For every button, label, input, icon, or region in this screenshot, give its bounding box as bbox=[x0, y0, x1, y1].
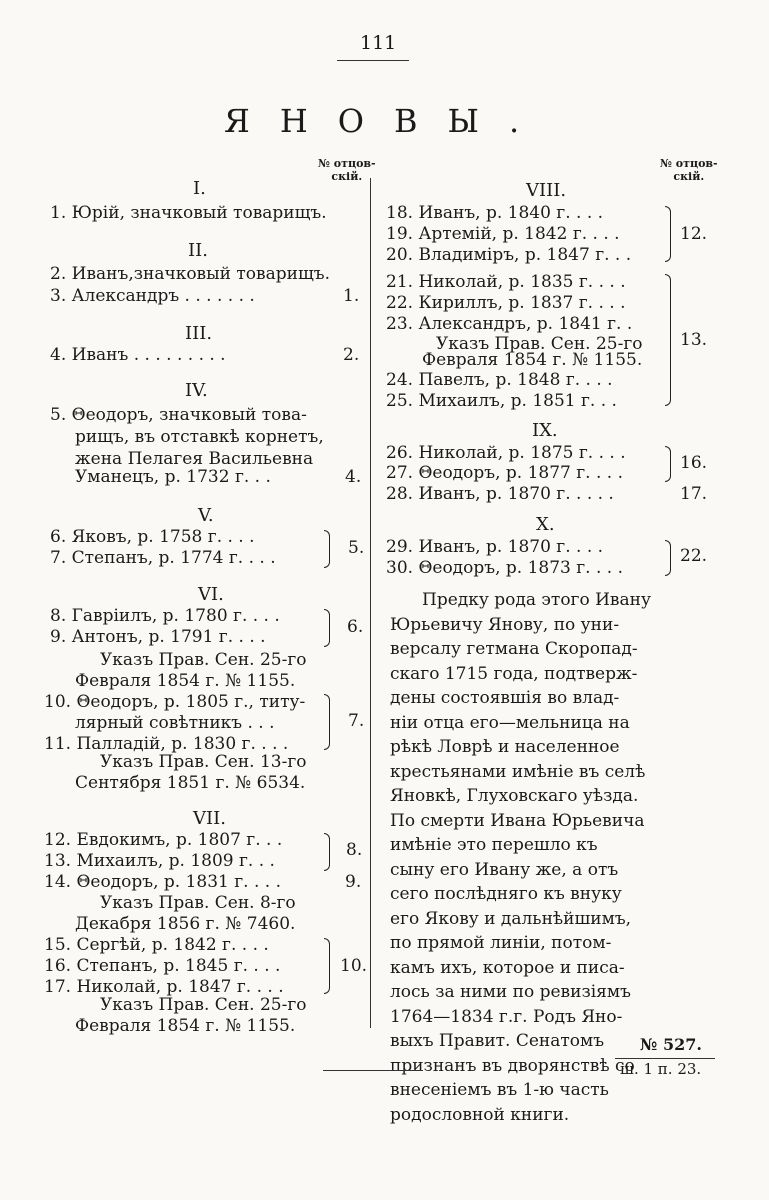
section-heading: VI. bbox=[198, 584, 224, 605]
paragraph-line: Яновкѣ, Глуховскаго уѣзда. bbox=[390, 786, 639, 806]
list-item bbox=[44, 872, 281, 892]
entry-number: 21. bbox=[386, 272, 414, 292]
section-heading: VII. bbox=[193, 808, 226, 829]
entry-text: Александръ, р. 1841 г. . bbox=[418, 314, 633, 334]
entry-text: Иванъ, р. 1840 г. . . . bbox=[418, 203, 604, 223]
entry-text: Владиміръ, р. 1847 г. . . bbox=[418, 245, 632, 265]
father-number: 16. bbox=[680, 453, 708, 473]
entry-number: 30. bbox=[386, 558, 414, 578]
brace bbox=[324, 609, 330, 647]
section-heading: II. bbox=[188, 240, 208, 261]
paragraph-line: 1764—1834 г.г. Родъ Яно- bbox=[390, 1006, 623, 1027]
list-item bbox=[386, 272, 626, 292]
entry-text: Николай, р. 1875 г. . . . bbox=[418, 443, 626, 463]
entry-text: Юрій, значковый товарищъ. bbox=[71, 203, 327, 223]
paragraph-line: Юрьевичу Янову, по уни- bbox=[390, 614, 620, 635]
entry-text: Степанъ, р. 1845 г. . . . bbox=[76, 956, 281, 976]
entry-number: 3. bbox=[50, 286, 67, 306]
section-heading: X. bbox=[536, 514, 555, 535]
entry-text: Гавріилъ, р. 1780 г. . . . bbox=[71, 606, 280, 626]
paragraph-line: скаго 1715 года, подтверж- bbox=[390, 663, 638, 684]
right-col-header-line1: № отцов- bbox=[660, 157, 718, 170]
decree-note: Указъ Прав. Сен. 8-го bbox=[100, 893, 296, 913]
entry-text: Павелъ, р. 1848 г. . . . bbox=[418, 370, 613, 390]
left-col-header bbox=[318, 157, 376, 183]
father-number: 2. bbox=[343, 345, 360, 365]
father-number: 9. bbox=[345, 872, 362, 892]
father-number: 17. bbox=[680, 484, 708, 504]
entry-number: 8. bbox=[50, 606, 67, 626]
entry-continuation: лярный совѣтникъ . . . bbox=[75, 713, 275, 733]
entry-text: Кириллъ, р. 1837 г. . . . bbox=[418, 293, 626, 313]
entry-number: 7. bbox=[50, 548, 67, 568]
page-title: ЯНОВЫ. bbox=[224, 102, 550, 140]
father-number: 8. bbox=[346, 840, 363, 860]
entry-number: 10. bbox=[44, 692, 72, 712]
entry-number: 11. bbox=[44, 734, 72, 754]
entry-text: Евдокимъ, р. 1807 г. . . bbox=[76, 830, 283, 850]
entry-number: 28. bbox=[386, 484, 414, 504]
entry-continuation: рищъ, въ отставкѣ корнетъ, bbox=[75, 427, 324, 447]
entry-text: Сергѣй, р. 1842 г. . . . bbox=[76, 935, 269, 955]
entry-text: Θеодоръ, р. 1805 г., титу- bbox=[76, 692, 306, 712]
father-number: 1. bbox=[343, 286, 360, 306]
paragraph-line: его Якову и дальнѣйшимъ, bbox=[390, 908, 632, 929]
entry-text: Θеодоръ, р. 1831 г. . . . bbox=[76, 872, 281, 892]
list-item bbox=[44, 692, 305, 712]
list-item bbox=[386, 463, 623, 483]
right-col-header bbox=[660, 157, 718, 183]
entry-text: Θеодоръ, р. 1877 г. . . . bbox=[418, 463, 623, 483]
footer-rule bbox=[615, 1058, 715, 1059]
entry-text: Михаилъ, р. 1851 г. . . bbox=[418, 391, 617, 411]
entry-text: Иванъ . . . . . . . . . bbox=[71, 345, 226, 365]
entry-continuation: Уманецъ, р. 1732 г. . . bbox=[75, 467, 271, 487]
list-item bbox=[50, 527, 255, 547]
entry-text: Иванъ, р. 1870 г. . . . . bbox=[418, 484, 614, 504]
entry-text: Яковъ, р. 1758 г. . . . bbox=[71, 527, 255, 547]
left-col-header-line1: № отцов- bbox=[318, 157, 376, 170]
brace bbox=[665, 446, 671, 482]
list-item bbox=[44, 977, 284, 997]
entry-text: Николай, р. 1835 г. . . . bbox=[418, 272, 626, 292]
brace bbox=[665, 274, 671, 406]
father-number: 12. bbox=[680, 224, 708, 244]
father-number: 22. bbox=[680, 546, 708, 566]
decree-note: Указъ Прав. Сен. 25-го bbox=[100, 650, 307, 670]
list-item bbox=[386, 245, 631, 265]
entry-text: Палладій, р. 1830 г. . . . bbox=[76, 734, 289, 754]
father-number: 10. bbox=[340, 956, 368, 976]
entry-text: Михаилъ, р. 1809 г. . . bbox=[76, 851, 275, 871]
left-col-header-line2: скій. bbox=[331, 170, 363, 183]
list-item bbox=[50, 203, 327, 223]
paragraph-line: имѣніе это перешло къ bbox=[390, 835, 598, 855]
paragraph-line: сыну его Ивану же, а отъ bbox=[390, 859, 619, 880]
decree-note: Декабря 1856 г. № 7460. bbox=[75, 914, 296, 934]
paragraph-line: версалу гетмана Скоропад- bbox=[390, 639, 638, 659]
entry-number: 25. bbox=[386, 391, 414, 411]
section-heading: VIII. bbox=[526, 180, 567, 201]
list-item bbox=[386, 537, 603, 557]
list-item bbox=[44, 734, 288, 754]
column-divider bbox=[370, 178, 371, 1028]
entry-number: 23. bbox=[386, 314, 414, 334]
father-number: 6. bbox=[347, 617, 364, 637]
page-number-rule bbox=[337, 60, 409, 61]
list-item bbox=[386, 224, 620, 244]
paragraph-line: лось за ними по ревизіямъ bbox=[390, 982, 631, 1002]
list-item bbox=[50, 345, 226, 365]
entry-number: 19. bbox=[386, 224, 414, 244]
list-item bbox=[44, 851, 275, 871]
list-item bbox=[44, 956, 280, 976]
list-item bbox=[386, 293, 625, 313]
entry-number: 27. bbox=[386, 463, 414, 483]
decree-note: Февраля 1854 г. № 1155. bbox=[422, 350, 643, 370]
paragraph-line: выхъ Правит. Сенатомъ bbox=[390, 1031, 605, 1051]
entry-number: 18. bbox=[386, 203, 414, 223]
entry-continuation: жена Пелагея Васильевна bbox=[75, 449, 314, 469]
brace bbox=[324, 833, 330, 871]
entry-number: 16. bbox=[44, 956, 72, 976]
entry-text: Степанъ, р. 1774 г. . . . bbox=[71, 548, 276, 568]
entry-number: 6. bbox=[50, 527, 67, 547]
list-item bbox=[44, 935, 269, 955]
brace bbox=[324, 694, 330, 750]
entry-number: 20. bbox=[386, 245, 414, 265]
entry-number: 9. bbox=[50, 627, 67, 647]
entry-text: Артемій, р. 1842 г. . . . bbox=[418, 224, 620, 244]
paragraph-line: родословной книги. bbox=[390, 1104, 570, 1125]
section-heading: IX. bbox=[532, 420, 558, 441]
father-number: 4. bbox=[345, 467, 362, 487]
list-item bbox=[50, 264, 330, 284]
entry-text: Александръ . . . . . . . bbox=[71, 286, 255, 306]
entry-number: 13. bbox=[44, 851, 72, 871]
list-item bbox=[50, 405, 307, 425]
list-item bbox=[50, 548, 276, 568]
list-item bbox=[50, 606, 280, 626]
paragraph-line: дены состоявшія во влад- bbox=[390, 688, 620, 708]
paragraph-line: По смерти Ивана Юрьевича bbox=[390, 810, 645, 831]
paragraph-line: камъ ихъ, которое и писа- bbox=[390, 957, 625, 978]
section-heading: I. bbox=[193, 178, 206, 199]
list-item bbox=[386, 558, 623, 578]
bottom-rule bbox=[323, 1070, 423, 1071]
entry-text: Θеодоръ, значковый това- bbox=[71, 405, 307, 425]
list-item bbox=[386, 484, 614, 504]
entry-number: 26. bbox=[386, 443, 414, 463]
list-item bbox=[386, 391, 617, 411]
section-heading: V. bbox=[198, 505, 214, 526]
section-heading: IV. bbox=[185, 380, 208, 401]
brace bbox=[324, 530, 330, 568]
father-number: 7. bbox=[348, 711, 365, 731]
paragraph-line: рѣкѣ Ловрѣ и населенное bbox=[390, 737, 620, 757]
archive-location: ш. 1 п. 23. bbox=[620, 1060, 702, 1078]
list-item bbox=[386, 203, 603, 223]
decree-note: Февраля 1854 г. № 1155. bbox=[75, 671, 296, 691]
entry-number: 14. bbox=[44, 872, 72, 892]
list-item bbox=[50, 286, 255, 306]
decree-note: Указъ Прав. Сен. 25-го bbox=[436, 334, 643, 354]
entry-number: 15. bbox=[44, 935, 72, 955]
entry-text: Иванъ,значковый товарищъ. bbox=[71, 264, 330, 284]
paragraph-line: признанъ въ дворянствѣ со bbox=[390, 1055, 635, 1076]
brace bbox=[665, 540, 671, 576]
paragraph-line: крестьянами имѣніе въ селѣ bbox=[390, 761, 646, 782]
father-number: 13. bbox=[680, 330, 708, 350]
entry-text: Николай, р. 1847 г. . . . bbox=[76, 977, 284, 997]
list-item bbox=[386, 314, 632, 334]
entry-number: 22. bbox=[386, 293, 414, 313]
archive-number: № 527. bbox=[640, 1035, 702, 1054]
list-item bbox=[386, 370, 613, 390]
father-number: 5. bbox=[348, 538, 365, 558]
page-number: 111 bbox=[360, 32, 397, 54]
decree-note: Февраля 1854 г. № 1155. bbox=[75, 1016, 296, 1036]
section-heading: III. bbox=[185, 323, 213, 344]
entry-number: 5. bbox=[50, 405, 67, 425]
entry-number: 4. bbox=[50, 345, 67, 365]
entry-number: 29. bbox=[386, 537, 414, 557]
brace bbox=[324, 938, 330, 994]
paragraph-line: ніи отца его—мельница на bbox=[390, 712, 630, 733]
entry-number: 24. bbox=[386, 370, 414, 390]
paragraph-line: внесеніемъ въ 1-ю часть bbox=[390, 1080, 609, 1100]
paragraph-line: Предку рода этого Ивану bbox=[422, 590, 651, 610]
entry-number: 1. bbox=[50, 203, 67, 223]
right-col-header-line2: скій. bbox=[673, 170, 705, 183]
paragraph-line: сего послѣдняго къ внуку bbox=[390, 884, 622, 904]
list-item bbox=[50, 627, 266, 647]
brace bbox=[665, 206, 671, 262]
entry-text: Θеодоръ, р. 1873 г. . . . bbox=[418, 558, 623, 578]
list-item bbox=[44, 830, 282, 850]
decree-note: Указъ Прав. Сен. 25-го bbox=[100, 995, 307, 1015]
entry-text: Антонъ, р. 1791 г. . . . bbox=[71, 627, 266, 647]
paragraph-line: по прямой линіи, потом- bbox=[390, 933, 612, 953]
list-item bbox=[386, 443, 626, 463]
entry-text: Иванъ, р. 1870 г. . . . bbox=[418, 537, 604, 557]
entry-number: 2. bbox=[50, 264, 67, 284]
entry-number: 12. bbox=[44, 830, 72, 850]
decree-note: Указъ Прав. Сен. 13-го bbox=[100, 752, 307, 772]
entry-number: 17. bbox=[44, 977, 72, 997]
decree-note: Сентября 1851 г. № 6534. bbox=[75, 773, 306, 793]
